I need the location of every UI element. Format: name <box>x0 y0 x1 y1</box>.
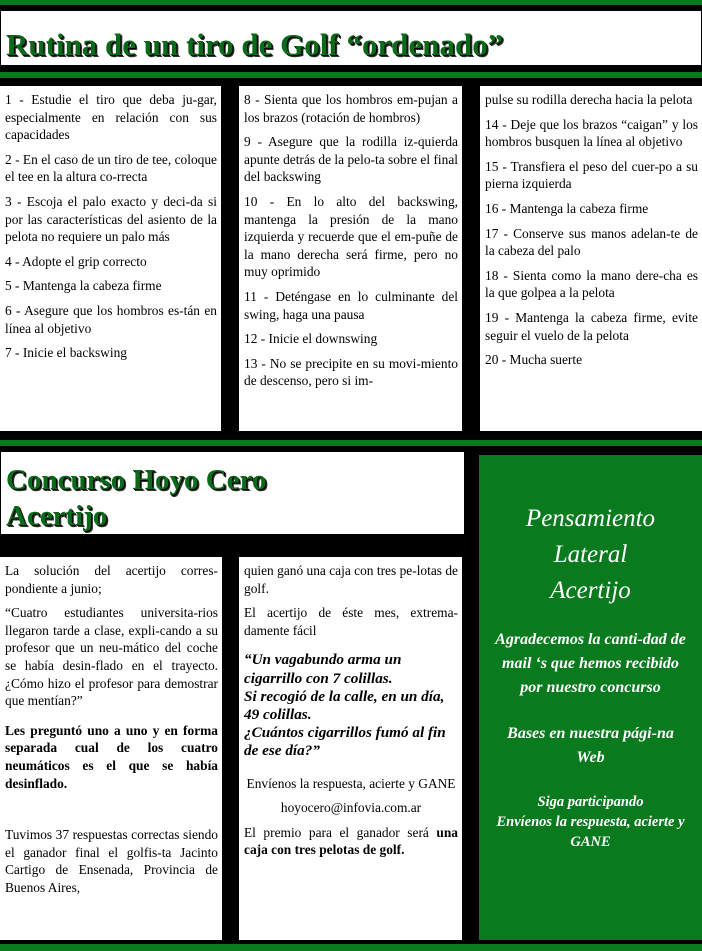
send-answer-text: Envíenos la respuesta, acierte y GANE <box>246 775 456 791</box>
june-riddle-text: “Cuatro estudiantes universita-rios llegaron tarde a clase, expli-cando a su profesor que un neu-mático del coche se había desin-flado en el trayecto. ¿Cómo hizo el profesor para demostrar que mentían?” <box>5 605 218 709</box>
panel-title-line-3: Acertijo <box>550 577 631 604</box>
june-riddle-answer: Les preguntó uno a uno y en forma separada cual de los cuatro neumáticos es el que se había desinflado. <box>5 722 218 791</box>
routine-step-14: 14 - Deje que los brazos “caigan” y los hombros busquen la línea al objetivo <box>485 116 698 150</box>
panel-cta-line-1: Siga participando <box>537 794 644 810</box>
routine-step-18: 18 - Sienta como la mano dere-cha es la que golpea a la pelota <box>485 267 698 301</box>
panel-title <box>479 501 702 609</box>
routine-step-9: 9 - Asegure que la rodilla iz-quierda apunte detrás de la pelo-ta sobre el final del backswing <box>244 134 458 185</box>
contest-column-1 <box>0 557 222 940</box>
routine-step-19: 19 - Mantenga la cabeza firme, evite seguir el vuelo de la pelota <box>485 309 698 343</box>
june-solution-intro: La solución del acertijo corres-pondiente a junio; <box>5 563 218 596</box>
routine-step-10: 10 - En lo alto del backswing, mantenga la presión de la mano izquierda y recuerde que el em-puñe de la mano derecha será firme, pero no muy oprimido <box>244 193 458 280</box>
routine-step-1: 1 - Estudie el tiro que deba ju-gar, especialmente en relación con sus capacidades <box>5 92 217 143</box>
golf-routine-title: Rutina de un tiro de Golf “ordenado” <box>6 27 504 62</box>
routine-step-4: 4 - Adopte el grip correcto <box>5 253 147 269</box>
prize-text <box>244 824 458 859</box>
winner-prize-cont: quien ganó una caja con tres pe-lotas de golf. <box>244 563 458 596</box>
panel-bases-text[interactable]: Bases en nuestra pági-na Web <box>507 725 674 766</box>
routine-column-3 <box>480 86 702 431</box>
lateral-thinking-panel <box>479 455 702 940</box>
panel-title-line-1: Pensamiento <box>525 505 656 532</box>
routine-column-1 <box>0 86 221 431</box>
prize-text-bold: una caja con tres pelotas de golf. <box>244 824 458 858</box>
panel-thanks-text: Agradecemos la canti-dad de mail ‘s que hemos recibido por nuestro concurso <box>495 631 686 696</box>
golf-routine-title-box <box>0 10 702 66</box>
routine-step-16: 16 - Mantenga la cabeza firme <box>485 200 649 216</box>
routine-step-7: 7 - Inicie el backswing <box>5 345 127 361</box>
routine-step-3: 3 - Escoja el palo exacto y deci-da si por las características del asiento de la pelota no requiere un palo más <box>5 193 217 245</box>
contest-email-link[interactable]: hoyocero@infovia.com.ar <box>280 800 422 816</box>
top-divider-bar <box>0 72 702 78</box>
bottom-green-bar <box>0 944 702 951</box>
contest-column-2 <box>239 557 462 940</box>
routine-step-5: 5 - Mantenga la cabeza firme <box>5 278 162 294</box>
routine-column-2 <box>239 86 462 431</box>
routine-step-13-cont: pulse su rodilla derecha hacia la pelota <box>485 92 693 107</box>
prize-text-intro: El premio para el ganador será <box>244 824 429 840</box>
routine-step-20: 20 - Mucha suerte <box>485 352 583 368</box>
panel-cta <box>479 792 702 852</box>
routine-step-6: 6 - Asegure que los hombros es-tán en línea al objetivo <box>5 302 217 336</box>
contest-title-line-1: Concurso Hoyo Cero <box>6 464 267 496</box>
top-green-bar <box>0 0 702 5</box>
routine-step-11: 11 - Deténgase en lo culminante del swing, haga una pausa <box>244 288 458 322</box>
contest-title-box <box>0 451 465 535</box>
middle-divider-bar <box>0 440 702 446</box>
routine-step-13: 13 - No se precipite en su movi-miento de descenso, pero si im- <box>244 355 458 389</box>
panel-title-line-2: Lateral <box>553 541 628 568</box>
routine-step-8: 8 - Sienta que los hombros em-pujan a los brazos (rotación de hombros) <box>244 92 458 125</box>
riddle-line-2: Si recogió de la calle, en un día, 49 colillas. <box>244 687 445 723</box>
routine-step-2: 2 - En el caso de un tiro de tee, coloque el tee en la altura co-rrecta <box>5 151 217 185</box>
routine-step-17: 17 - Conserve sus manos adelan-te de la cabeza del palo <box>485 225 698 259</box>
contest-title <box>1 452 464 534</box>
routine-step-12: 12 - Inicie el downswing <box>244 331 378 347</box>
contest-title-line-2: Acertijo <box>6 500 108 532</box>
routine-step-15: 15 - Transfiera el peso del cuer-po a su pierna izquierda <box>485 158 698 192</box>
current-riddle-intro: El acertijo de éste mes, extrema-damente fácil <box>244 605 458 638</box>
riddle-line-3: ¿Cuántos cigarrillos fumó al fin de ese día?” <box>244 724 446 760</box>
june-winner-text: Tuvimos 37 respuestas correctas siendo el ganador final el golfis-ta Jacinto Cartigo de Ensenada, Provincia de Buenos Aires, <box>5 827 218 895</box>
current-riddle-quote <box>244 651 458 760</box>
panel-cta-line-2: Envíenos la respuesta, acierte y GANE <box>496 814 685 850</box>
riddle-line-1: “Un vagabundo arma un cigarrillo con 7 colillas. <box>244 651 402 687</box>
